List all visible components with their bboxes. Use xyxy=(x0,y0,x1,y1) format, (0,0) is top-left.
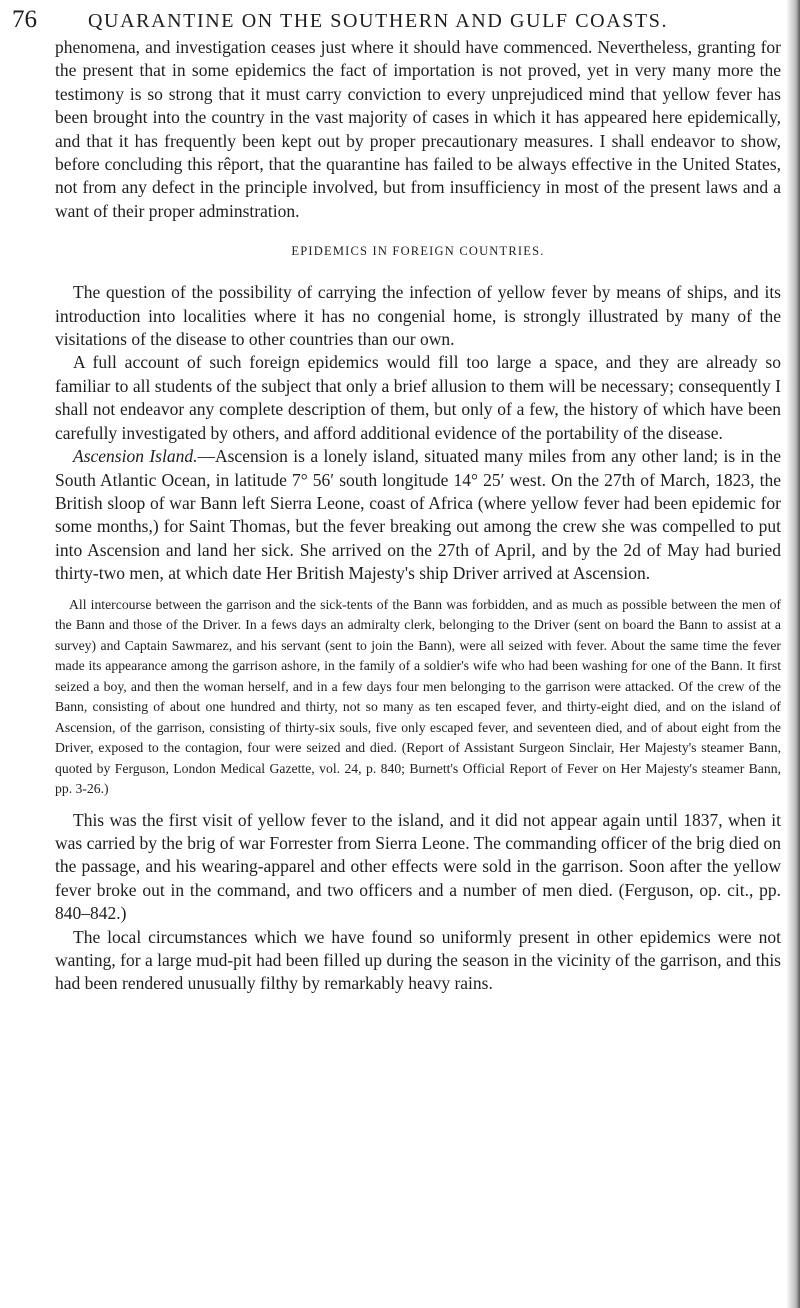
page-number: 76 xyxy=(12,6,37,33)
paragraph-run-in-heading: Ascension Island. xyxy=(73,446,198,467)
paragraph-first-visit: This was the first visit of yellow fever to the island, and it did not appear again until 1837, when it was carried by the brig of war Forrester from Sierra Leone. The commanding officer of the brig died on the passage, and his wearing-apparel and other effects were sold in the garrison. Soon after the yellow fever broke out in the command, and two officers and a number of men died. (Ferguson, op. cit., pp. 840–842.) xyxy=(55,809,781,924)
paragraph-question: The question of the possibility of carrying the infection of yellow fever by means of ships, and its introduction into localities where it has no congenial home, is strongly illustrated by many of the visitations of the disease to other countries than our own. xyxy=(55,282,781,350)
paragraph-local-circumstances: The local circumstances which we have found so uniformly present in other epidemics were not wanting, for a large mud-pit had been filled up during the season in the vicinity of the garrison, and this had been rendered unusually filthy by remarkably heavy rains. xyxy=(55,926,781,994)
paragraph-continued: phenomena, and investigation ceases just where it should have commenced. Nevertheless, granting for the present that in some epidemics the fact of importation is not proved, yet in very many more the testimony is so strong that it must carry conviction to every unprejudiced mind that yellow fever has been brought into the country in the vast majority of cases in which it has appeared here epidemically, and that it has frequently been kept out by proper precautionary measures. I shall endeavor to show, before concluding this rêport, that the quarantine has failed to be always effective in the United States, not from any defect in the principle involved, but from insufficiency in most of the present laws and a want of their proper adminstration. xyxy=(55,37,781,221)
paragraph-ascension xyxy=(55,445,781,585)
page-edge-shadow xyxy=(786,0,800,1308)
page-body xyxy=(55,36,781,996)
paragraph-foreign-epidemics: A full account of such foreign epidemics would fill too large a space, and they are already so familiar to all students of the subject that only a brief allusion to them will be necessary; consequently I shall not endeavor any complete description of them, but only of a few, the history of which have been carefully investigated by others, and afford additional evidence of the portability of the disease. xyxy=(55,352,781,443)
page-header xyxy=(12,6,757,40)
running-head: QUARANTINE ON THE SOUTHERN AND GULF COASTS. xyxy=(88,10,669,32)
small-print-note: All intercourse between the garrison and the sick-tents of the Bann was forbidden, and as much as possible between the men of the Bann and those of the Driver. In a fews days an admiralty clerk, belonging to the Driver (sent on board the Bann to assist at a survey) and Captain Sawmarez, and his servant (sent to join the Bann), were all seized with fever. About the same time the fever made its appearance among the garrison ashore, in the family of a soldier's wife who had been washing for one of the Bann. It first seized a boy, and then the woman herself, and in a few days four men belonging to the garrison were attacked. Of the crew of the Bann, consisting of about one hundred and thirty, not so many as ten escaped fever, and thirty-eight died, and on the island of Ascension, of the garrison, consisting of thirty-six souls, five only escaped fever, and seventeen died, and of about eight from the Driver, exposed to the contagion, four were seized and died. (Report of Assistant Surgeon Sinclair, Her Majesty's steamer Bann, quoted by Ferguson, London Medical Gazette, vol. 24, p. 840; Burnett's Official Report of Fever on Her Majesty's steamer Bann, pp. 3-26.) xyxy=(55,596,781,797)
section-heading: EPIDEMICS IN FOREIGN COUNTRIES. xyxy=(291,244,545,259)
paragraph-ascension-text: —Ascension is a lonely island, situated many miles from any other land; is in the South Atlantic Ocean, in latitude 7° 56′ south longitude 14° 25′ west. On the 27th of March, 1823, the British sloop of war Bann left Sierra Leone, coast of Africa (where yellow fever had been epidemic for some months,) for Saint Thomas, but the fever breaking out among the crew she was compelled to put into Ascension and land her sick. She arrived on the 27th of April, and by the 2d of May had buried thirty-two men, at which date Her British Majesty's ship Driver arrived at Ascension. xyxy=(55,446,781,584)
